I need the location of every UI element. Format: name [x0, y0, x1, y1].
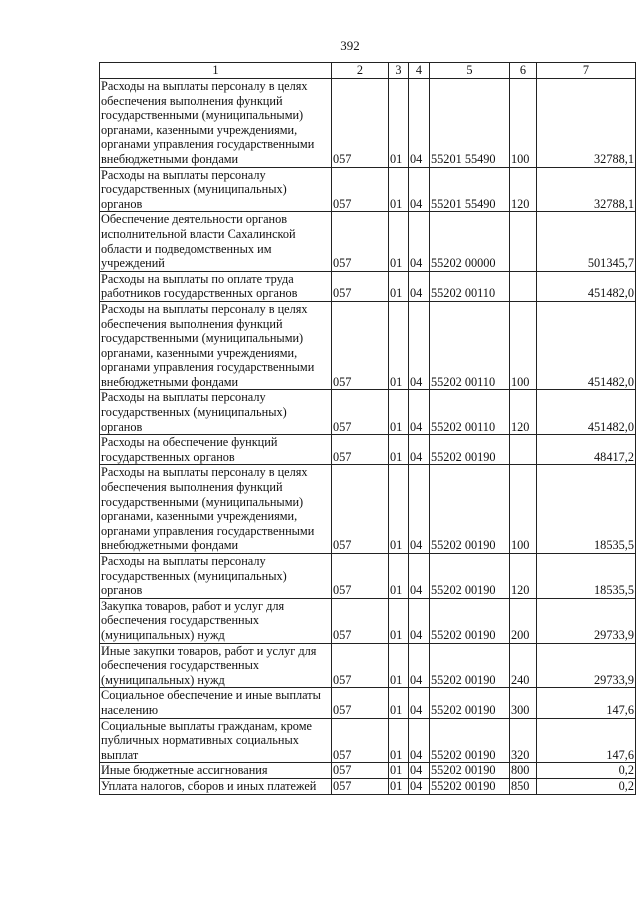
section-code: 01 — [389, 718, 409, 763]
amount: 29733,9 — [537, 643, 636, 688]
amount: 451482,0 — [537, 301, 636, 390]
table-row — [100, 79, 636, 168]
target-article-code: 55202 00190 — [430, 465, 510, 554]
amount: 0,2 — [537, 763, 636, 779]
subsection-code: 04 — [409, 465, 430, 554]
expense-type-code — [510, 271, 537, 301]
expense-type-code: 200 — [510, 598, 537, 643]
expense-type-code: 850 — [510, 778, 537, 794]
table-row — [100, 435, 636, 465]
table-row — [100, 718, 636, 763]
amount: 147,6 — [537, 718, 636, 763]
expense-name: Иные закупки товаров, работ и услуг для обеспечения государственных (муниципальных) нужд — [100, 643, 332, 688]
ministry-code: 057 — [332, 778, 389, 794]
ministry-code: 057 — [332, 554, 389, 599]
section-code: 01 — [389, 598, 409, 643]
target-article-code: 55202 00190 — [430, 598, 510, 643]
amount: 501345,7 — [537, 212, 636, 271]
ministry-code: 057 — [332, 435, 389, 465]
ministry-code: 057 — [332, 167, 389, 212]
expense-type-code — [510, 435, 537, 465]
section-code: 01 — [389, 554, 409, 599]
table-row — [100, 390, 636, 435]
section-code: 01 — [389, 301, 409, 390]
target-article-code: 55202 00190 — [430, 763, 510, 779]
expense-type-code: 120 — [510, 554, 537, 599]
amount: 48417,2 — [537, 435, 636, 465]
amount: 18535,5 — [537, 554, 636, 599]
ministry-code: 057 — [332, 301, 389, 390]
header-cell: 1 — [100, 63, 332, 79]
subsection-code: 04 — [409, 718, 430, 763]
ministry-code: 057 — [332, 643, 389, 688]
ministry-code: 057 — [332, 718, 389, 763]
table-row — [100, 301, 636, 390]
target-article-code: 55202 00190 — [430, 688, 510, 718]
expense-name: Расходы на выплаты персоналу в целях обеспечения выполнения функций государственными (муниципальными) органами, казенными учреждениями, органами управления государственными внебюджетными фондами — [100, 465, 332, 554]
amount: 451482,0 — [537, 271, 636, 301]
target-article-code: 55201 55490 — [430, 167, 510, 212]
target-article-code: 55202 00110 — [430, 390, 510, 435]
expense-name: Расходы на выплаты персоналу в целях обеспечения выполнения функций государственными (муниципальными) органами, казенными учреждениями, органами управления государственными внебюджетными фондами — [100, 301, 332, 390]
subsection-code: 04 — [409, 554, 430, 599]
expense-type-code: 100 — [510, 465, 537, 554]
expense-name: Расходы на выплаты персоналу государственных (муниципальных) органов — [100, 167, 332, 212]
subsection-code: 04 — [409, 79, 430, 168]
table-row — [100, 465, 636, 554]
subsection-code: 04 — [409, 435, 430, 465]
expense-name: Расходы на выплаты персоналу в целях обеспечения выполнения функций государственными (муниципальными) органами, казенными учреждениями, органами управления государственными внебюджетными фондами — [100, 79, 332, 168]
section-code: 01 — [389, 212, 409, 271]
header-cell: 5 — [430, 63, 510, 79]
header-row — [100, 63, 636, 79]
subsection-code: 04 — [409, 212, 430, 271]
header-cell: 2 — [332, 63, 389, 79]
expense-name: Закупка товаров, работ и услуг для обеспечения государственных (муниципальных) нужд — [100, 598, 332, 643]
expense-type-code: 100 — [510, 301, 537, 390]
section-code: 01 — [389, 688, 409, 718]
subsection-code: 04 — [409, 778, 430, 794]
expense-name: Уплата налогов, сборов и иных платежей — [100, 778, 332, 794]
amount: 18535,5 — [537, 465, 636, 554]
page-number: 392 — [340, 38, 360, 53]
table-row — [100, 778, 636, 794]
target-article-code: 55202 00110 — [430, 301, 510, 390]
subsection-code: 04 — [409, 763, 430, 779]
header-cell: 3 — [389, 63, 409, 79]
expense-name: Расходы на выплаты персоналу государственных (муниципальных) органов — [100, 554, 332, 599]
target-article-code: 55202 00110 — [430, 271, 510, 301]
subsection-code: 04 — [409, 271, 430, 301]
subsection-code: 04 — [409, 688, 430, 718]
ministry-code: 057 — [332, 212, 389, 271]
ministry-code: 057 — [332, 390, 389, 435]
section-code: 01 — [389, 763, 409, 779]
expense-type-code: 800 — [510, 763, 537, 779]
table-row — [100, 763, 636, 779]
expense-type-code — [510, 212, 537, 271]
expense-name: Социальное обеспечение и иные выплаты населению — [100, 688, 332, 718]
target-article-code: 55202 00190 — [430, 778, 510, 794]
amount: 32788,1 — [537, 167, 636, 212]
budget-table — [99, 62, 636, 795]
target-article-code: 55201 55490 — [430, 79, 510, 168]
table-row — [100, 554, 636, 599]
section-code: 01 — [389, 167, 409, 212]
subsection-code: 04 — [409, 301, 430, 390]
target-article-code: 55202 00190 — [430, 643, 510, 688]
expense-type-code: 120 — [510, 390, 537, 435]
ministry-code: 057 — [332, 79, 389, 168]
expense-type-code: 240 — [510, 643, 537, 688]
target-article-code: 55202 00190 — [430, 554, 510, 599]
ministry-code: 057 — [332, 763, 389, 779]
expense-type-code: 100 — [510, 79, 537, 168]
ministry-code: 057 — [332, 271, 389, 301]
amount: 0,2 — [537, 778, 636, 794]
expense-name: Иные бюджетные ассигнования — [100, 763, 332, 779]
header-cell: 7 — [537, 63, 636, 79]
subsection-code: 04 — [409, 390, 430, 435]
target-article-code: 55202 00190 — [430, 435, 510, 465]
amount: 147,6 — [537, 688, 636, 718]
table-row — [100, 167, 636, 212]
expense-name: Расходы на обеспечение функций государственных органов — [100, 435, 332, 465]
section-code: 01 — [389, 778, 409, 794]
subsection-code: 04 — [409, 643, 430, 688]
expense-type-code: 300 — [510, 688, 537, 718]
expense-name: Расходы на выплаты по оплате труда работников государственных органов — [100, 271, 332, 301]
table-row — [100, 688, 636, 718]
section-code: 01 — [389, 435, 409, 465]
ministry-code: 057 — [332, 465, 389, 554]
expense-name: Обеспечение деятельности органов исполнительной власти Сахалинской области и подведомственных им учреждений — [100, 212, 332, 271]
target-article-code: 55202 00000 — [430, 212, 510, 271]
amount: 32788,1 — [537, 79, 636, 168]
table-row — [100, 643, 636, 688]
amount: 29733,9 — [537, 598, 636, 643]
section-code: 01 — [389, 643, 409, 688]
ministry-code: 057 — [332, 688, 389, 718]
table-row — [100, 271, 636, 301]
subsection-code: 04 — [409, 598, 430, 643]
ministry-code: 057 — [332, 598, 389, 643]
header-cell: 4 — [409, 63, 430, 79]
section-code: 01 — [389, 390, 409, 435]
target-article-code: 55202 00190 — [430, 718, 510, 763]
header-cell: 6 — [510, 63, 537, 79]
section-code: 01 — [389, 271, 409, 301]
expense-name: Расходы на выплаты персоналу государственных (муниципальных) органов — [100, 390, 332, 435]
expense-name: Социальные выплаты гражданам, кроме публичных нормативных социальных выплат — [100, 718, 332, 763]
section-code: 01 — [389, 465, 409, 554]
expense-type-code: 120 — [510, 167, 537, 212]
expense-type-code: 320 — [510, 718, 537, 763]
section-code: 01 — [389, 79, 409, 168]
table-row — [100, 598, 636, 643]
table-row — [100, 212, 636, 271]
amount: 451482,0 — [537, 390, 636, 435]
subsection-code: 04 — [409, 167, 430, 212]
